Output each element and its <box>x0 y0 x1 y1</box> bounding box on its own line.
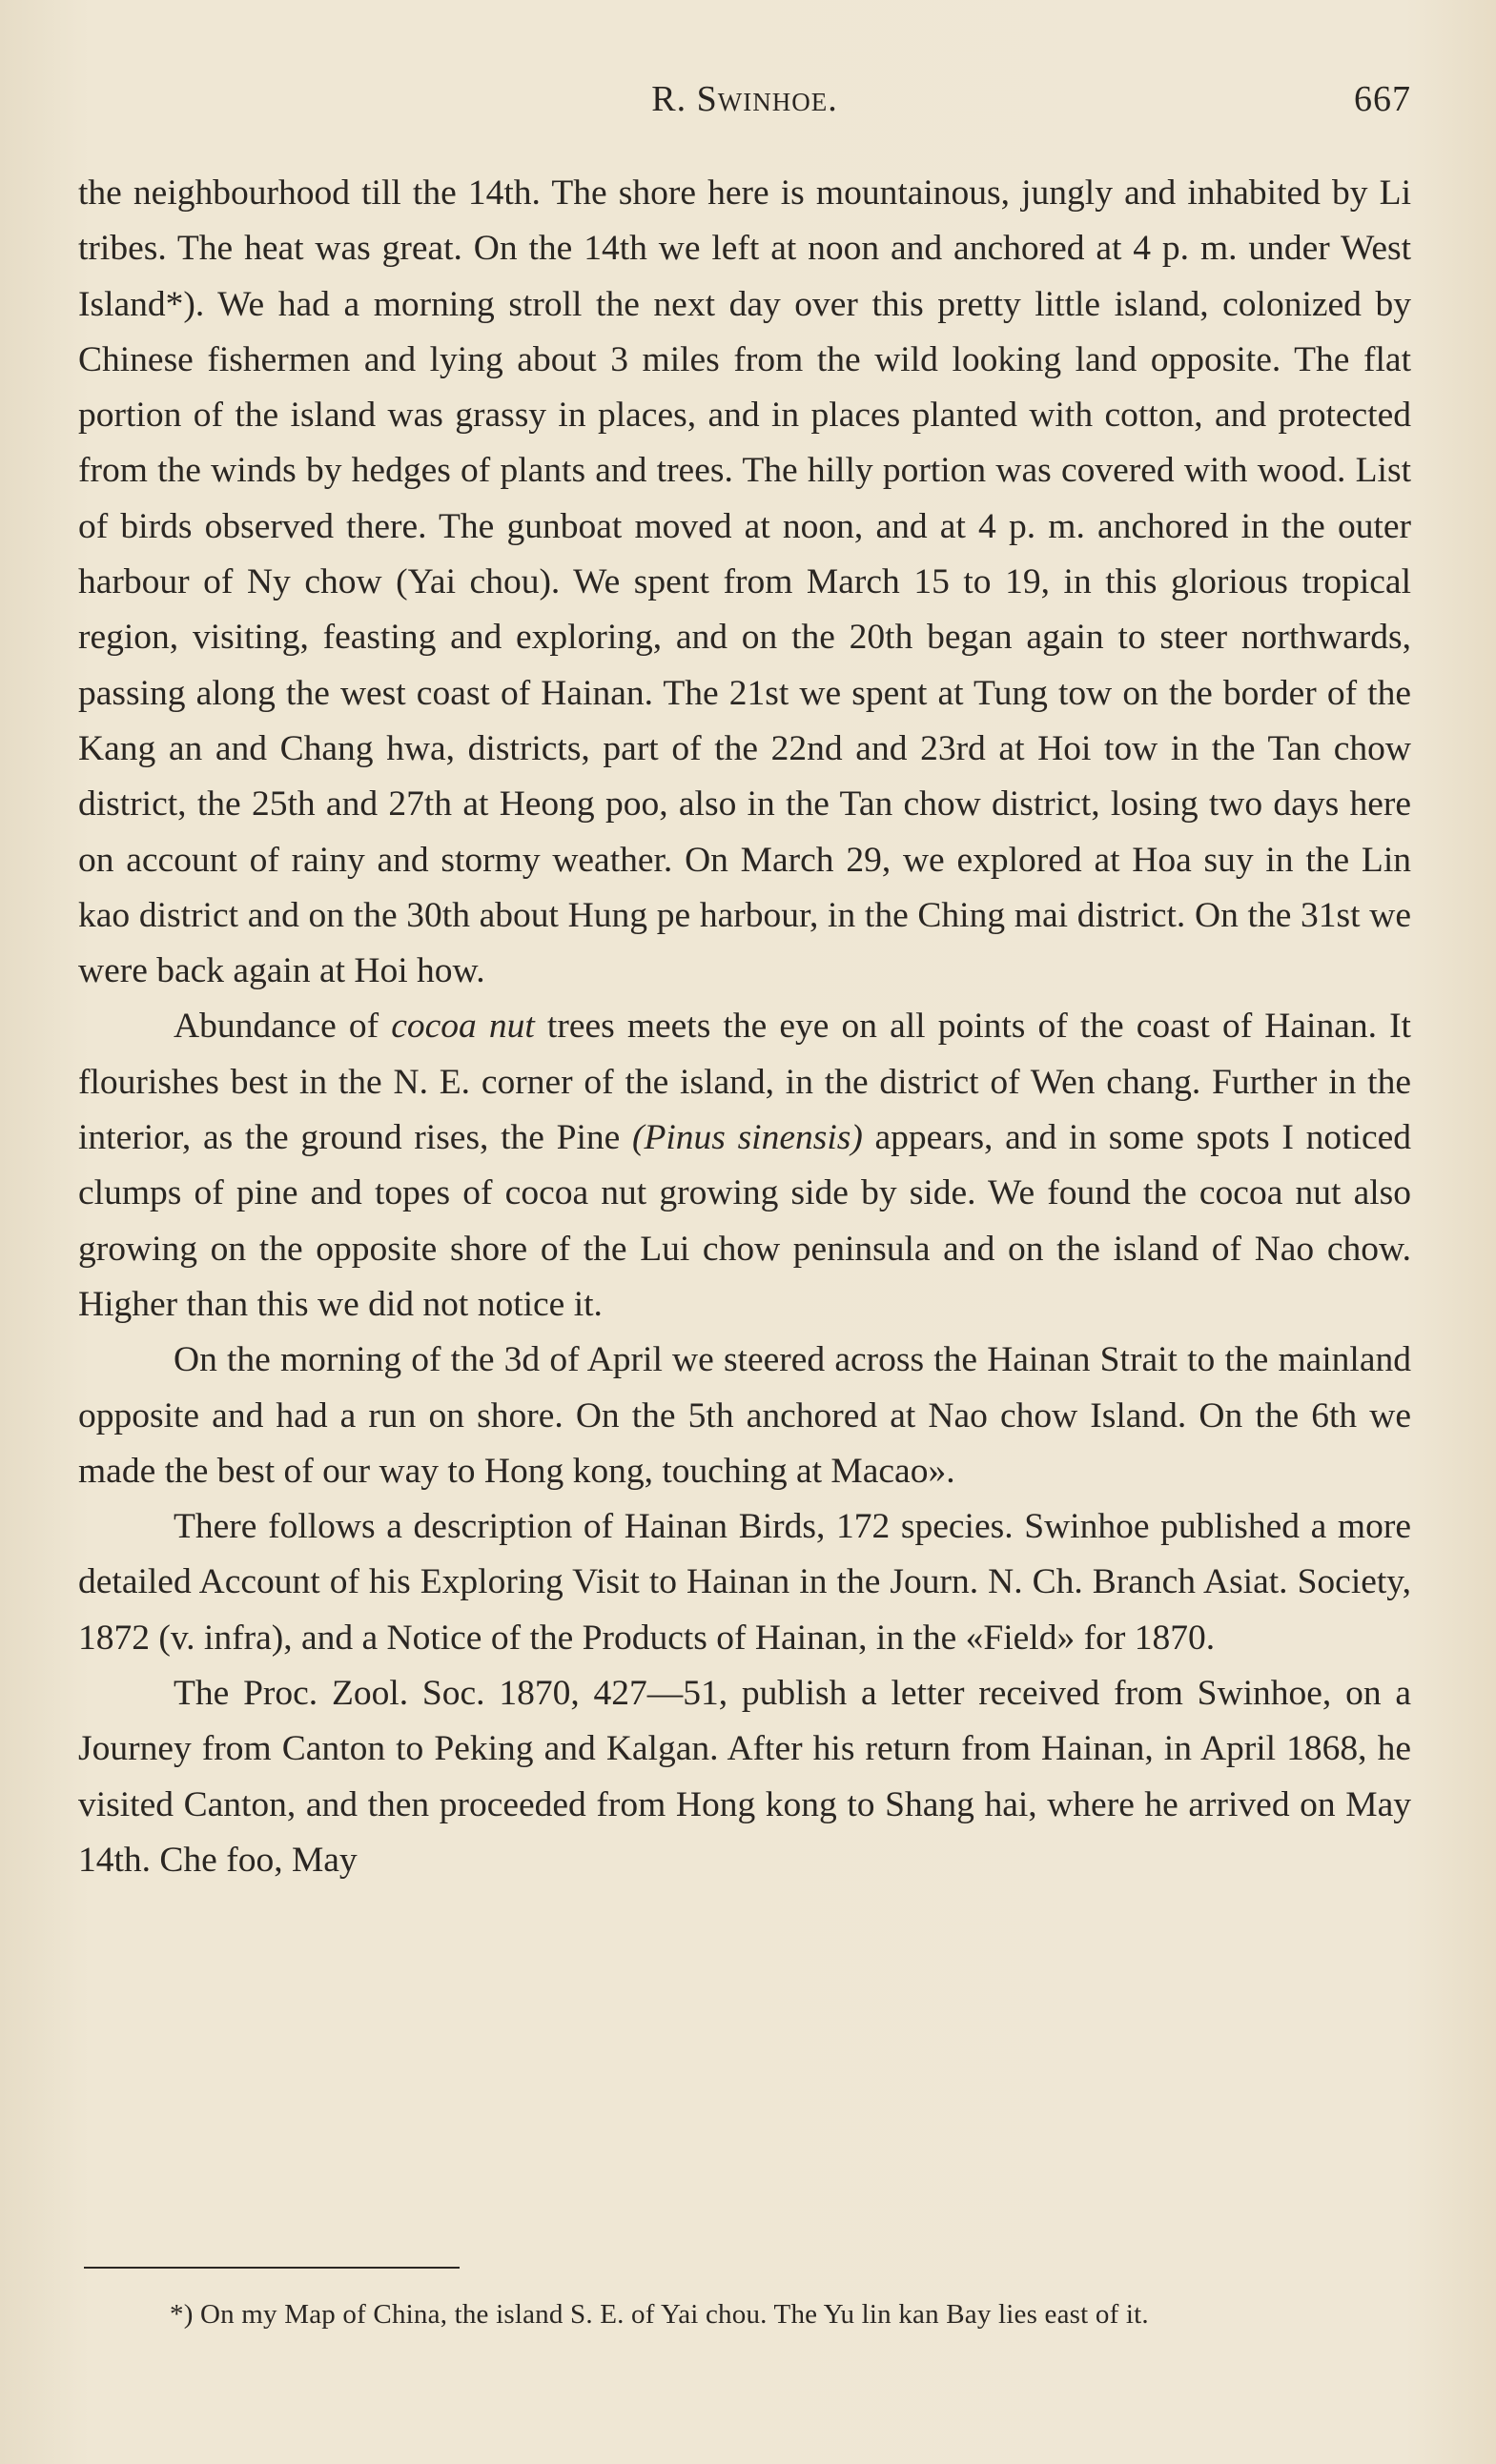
italic-text: (Pinus sinensis) <box>631 1118 863 1158</box>
text-segment: the neighbourhood till the 14th. The shore here is mountainous, jungly and inhabited by Li tribes. The heat was great. On the 14th we left at noon and anchored at 4 p. m. under West Island*). We had a morning stroll the next day over this pretty little island, colonized by Chinese fishermen and lying about 3 miles from the wild looking land opposite. The flat portion of the island was grassy in places, and in places planted with cotton, and protected from the winds by hedges of plants and trees. The hilly portion was covered with wood. List of birds observed there. The gunboat moved at noon, and at 4 p. m. anchored in the outer harbour of Ny chow (Yai chou). We spent from March 15 to 19, in this glorious tropical region, visiting, feasting and exploring, and on the 20th began again to steer northwards, passing along the west coast of Hainan. The 21st we spent at Tung tow on the border of the Kang an and Chang hwa, districts, part of the 22nd and 23rd at Hoi tow in the Tan chow district, the 25th and 27th at Heong poo, also in the Tan chow district, losing two days here on account of rainy and stormy weather. On March 29, we explored at Hoa suy in the Lin kao district and on the 30th about Hung pe harbour, in the Ching mai district. On the 31st we were back again at Hoi how. <box>78 173 1411 991</box>
text-segment: trees meets the eye on all points of the coast of Hainan. It flourishes best in the N. E. corner of the island, in the district of Wen chang. Further in the interior, as the ground rises, the Pine <box>78 1007 1411 1158</box>
text-segment: The Proc. Zool. Soc. 1870, 427—51, publish a letter received from Swinhoe, on a Journey from Canton to Peking and Kalgan. After his return from Hainan, in April 1868, he visited Canton, and then proceeded from Hong kong to Shang hai, where he arrived on May 14th. Che foo, May <box>78 1674 1411 1880</box>
page-number: 667 <box>1354 79 1411 119</box>
body-text <box>78 166 1411 1888</box>
text-segment: appears, and in some spots I noticed clumps of pine and topes of cocoa nut growing side by side. We found the cocoa nut also growing on the opposite shore of the Lui chow peninsula and on the island of Nao chow. Higher than this we did not notice it. <box>78 1118 1411 1324</box>
footnote-rule <box>84 2267 460 2269</box>
italic-text: cocoa nut <box>391 1007 535 1047</box>
text-segment: Abundance of <box>174 1007 392 1047</box>
paragraph <box>78 1333 1411 1499</box>
page-header <box>78 78 1411 135</box>
footnote: *) On my Map of China, the island S. E. of Yai chou. The Yu lin kan Bay lies east of it. <box>170 2299 1149 2330</box>
paragraph <box>78 999 1411 1333</box>
running-head: R. Swinhoe. <box>651 79 838 119</box>
paragraph <box>78 166 1411 999</box>
paragraph <box>78 1499 1411 1666</box>
text-segment: On the morning of the 3d of April we steered across the Hainan Strait to the mainland opposite and had a run on shore. On the 5th anchored at Nao chow Island. On the 6th we made the best of our way to Hong kong, touching at Macao». <box>78 1340 1411 1491</box>
paragraph <box>78 1666 1411 1888</box>
text-segment: There follows a description of Hainan Birds, 172 species. Swinhoe published a more detailed Account of his Exploring Visit to Hainan in the Journ. N. Ch. Branch Asiat. Society, 1872 (v. infra), and a Notice of the Products of Hainan, in the «Field» for 1870. <box>78 1507 1411 1658</box>
